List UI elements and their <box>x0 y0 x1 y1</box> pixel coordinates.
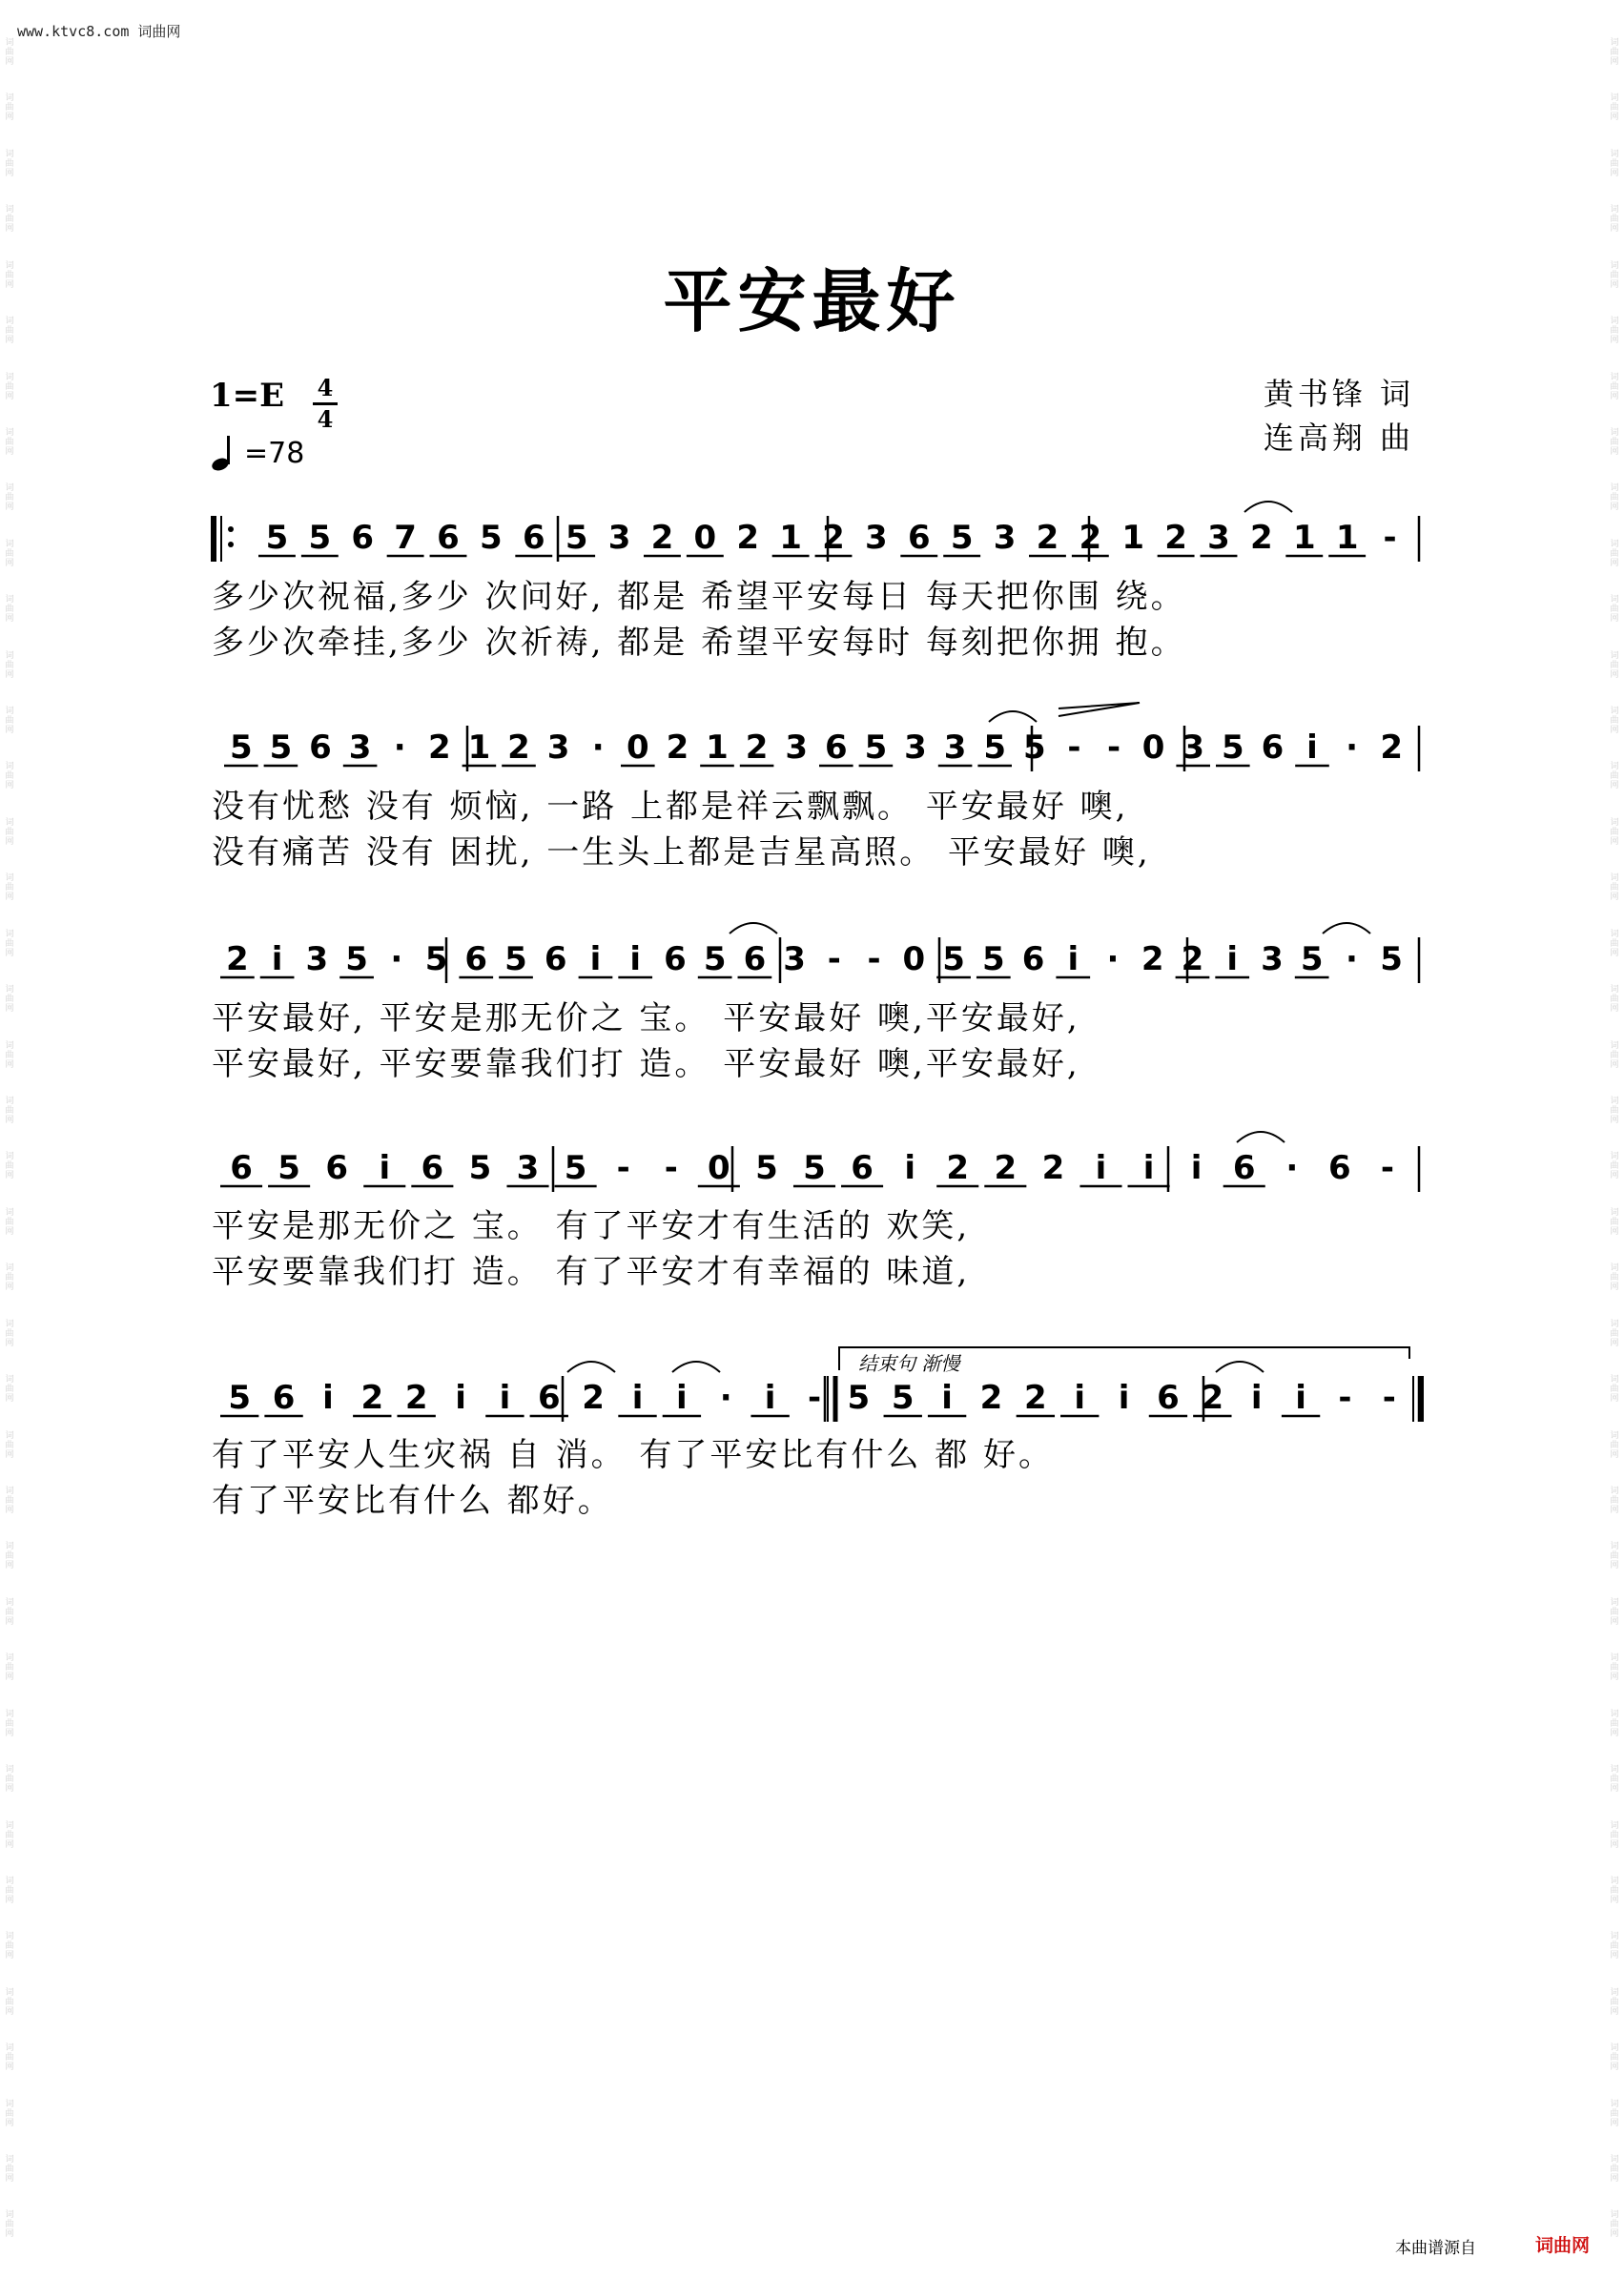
watermark-mark: 词曲网 <box>1610 1207 1619 1237</box>
jianpu-note: i <box>271 940 283 978</box>
jianpu-note: 5 <box>565 519 588 557</box>
jianpu-note: 6 <box>544 940 567 978</box>
watermark-mark: 词曲网 <box>5 260 14 290</box>
jianpu-note: 1 <box>467 729 491 767</box>
watermark-mark: 词曲网 <box>5 985 14 1015</box>
watermark-mark: 词曲网 <box>1610 1932 1619 1961</box>
jianpu-note: - <box>867 940 881 978</box>
watermark-mark: 词曲网 <box>1610 1486 1619 1515</box>
jianpu-note: 1 <box>706 729 729 767</box>
watermark-mark: 词曲网 <box>1610 1597 1619 1627</box>
jianpu-note: 2 <box>736 519 760 557</box>
watermark-mark: 词曲网 <box>1610 985 1619 1015</box>
jianpu-note: · <box>393 729 406 767</box>
jianpu-note: 3 <box>1261 940 1284 978</box>
tempo-value: =78 <box>244 436 305 470</box>
jianpu-note: - <box>827 940 841 978</box>
watermark-mark: 词曲网 <box>5 1932 14 1961</box>
watermark-mark: 词曲网 <box>1610 1319 1619 1348</box>
jianpu-note: i <box>629 940 642 978</box>
song-title: 平安最好 <box>663 260 961 341</box>
watermark-mark: 词曲网 <box>5 2043 14 2073</box>
jianpu-note: 2 <box>1380 729 1404 767</box>
watermark-mark: 词曲网 <box>1610 1542 1619 1571</box>
jianpu-note: 5 <box>1022 729 1046 767</box>
footer-source-label: 本曲谱源自 <box>1395 2239 1476 2258</box>
watermark-mark: 词曲网 <box>1610 1097 1619 1126</box>
watermark-mark: 词曲网 <box>5 2210 14 2240</box>
jianpu-note: 6 <box>1021 940 1045 978</box>
jianpu-note: 6 <box>351 519 375 557</box>
jianpu-note: 3 <box>993 519 1017 557</box>
watermark-mark: 词曲网 <box>5 1653 14 1683</box>
jianpu-note: 3 <box>305 940 329 978</box>
jianpu-note: 6 <box>1261 729 1285 767</box>
jianpu-note: 6 <box>464 940 488 978</box>
jianpu-note: 6 <box>522 519 545 557</box>
watermark-mark: 词曲网 <box>1610 2210 1619 2240</box>
slur-arc <box>567 1362 615 1372</box>
slur-arc <box>1237 1132 1285 1142</box>
lyric-line-2-verse-2: 没有痛苦 没有 困扰, 一生头上都是吉星高照。 平安最好 噢, <box>212 833 1151 872</box>
jianpu-note: 5 <box>755 1149 778 1187</box>
jianpu-note: 6 <box>1328 1149 1351 1187</box>
jianpu-note: 5 <box>278 1149 300 1187</box>
jianpu-note: 0 <box>626 729 649 767</box>
jianpu-note: 0 <box>902 940 926 978</box>
jianpu-note: 2 <box>1036 519 1059 557</box>
jianpu-note: 2 <box>1141 940 1164 978</box>
jianpu-note: 2 <box>226 940 249 978</box>
watermark-mark: 词曲网 <box>1610 873 1619 903</box>
jianpu-note: 5 <box>308 519 332 557</box>
watermark-mark: 词曲网 <box>1610 2043 1619 2073</box>
watermark-mark: 词曲网 <box>1610 1152 1619 1181</box>
jianpu-note: 6 <box>907 519 931 557</box>
jianpu-note: 5 <box>803 1149 826 1187</box>
jianpu-note: 2 <box>666 729 689 767</box>
watermark-mark: 词曲网 <box>5 539 14 568</box>
lyric-line-1-verse-2: 多少次牵挂,多少 次祈祷, 都是 希望平安每时 每刻把你拥 抱。 <box>212 624 1186 662</box>
jianpu-note: 2 <box>427 729 451 767</box>
lyric-line-5-verse-1: 有了平安人生灾祸 自 消。 有了平安比有什么 都 好。 <box>212 1436 1055 1474</box>
jianpu-note: 5 <box>480 519 503 557</box>
time-signature-bottom: 4 <box>317 405 334 433</box>
jianpu-note: i <box>455 1379 466 1417</box>
watermark-mark: 词曲网 <box>5 707 14 736</box>
watermark-mark: 词曲网 <box>1610 1765 1619 1795</box>
jianpu-note: · <box>1345 940 1358 978</box>
jianpu-note: - <box>1382 1379 1396 1417</box>
watermark-mark: 词曲网 <box>5 483 14 513</box>
jianpu-note: i <box>1142 1149 1155 1187</box>
jianpu-note: 5 <box>265 519 289 557</box>
jianpu-note: · <box>1106 940 1120 978</box>
watermark-mark: 词曲网 <box>5 595 14 625</box>
watermark-mark: 词曲网 <box>1610 317 1619 346</box>
jianpu-note: 5 <box>269 729 293 767</box>
jianpu-note: 5 <box>424 940 448 978</box>
jianpu-note: 2 <box>1164 519 1187 557</box>
jianpu-note: · <box>1285 1149 1299 1187</box>
watermark-mark: 词曲网 <box>1610 2155 1619 2185</box>
lyric-line-4-verse-1: 平安是那无价之 宝。 有了平安才有生活的 欢笑, <box>212 1207 971 1245</box>
watermark-mark: 词曲网 <box>1610 707 1619 736</box>
jianpu-note: 6 <box>1232 1149 1256 1187</box>
jianpu-note: 5 <box>228 1379 252 1417</box>
jianpu-note: 3 <box>607 519 631 557</box>
jianpu-note: 6 <box>664 940 687 978</box>
jianpu-note: 7 <box>394 519 417 557</box>
jianpu-note: 5 <box>864 729 888 767</box>
watermark-mark: 词曲网 <box>5 1430 14 1460</box>
jianpu-note: 6 <box>272 1379 296 1417</box>
watermark-mark: 词曲网 <box>5 1486 14 1515</box>
watermark-mark: 词曲网 <box>1610 929 1619 958</box>
jianpu-note: 0 <box>1141 729 1165 767</box>
watermark-mark: 词曲网 <box>5 1152 14 1181</box>
jianpu-note: i <box>379 1149 391 1187</box>
watermark-mark: 词曲网 <box>1610 1375 1619 1405</box>
watermark-mark: 词曲网 <box>5 1207 14 1237</box>
jianpu-note: i <box>676 1379 688 1417</box>
watermark-mark: 词曲网 <box>1610 539 1619 568</box>
jianpu-note: 5 <box>1221 729 1244 767</box>
watermark-mark: 词曲网 <box>5 1263 14 1293</box>
slur-arc <box>989 711 1037 722</box>
watermark-mark: 词曲网 <box>1610 762 1619 791</box>
watermark-mark: 词曲网 <box>5 149 14 178</box>
watermark-mark: 词曲网 <box>5 762 14 791</box>
jianpu-note: 2 <box>979 1379 1003 1417</box>
jianpu-note: i <box>499 1379 511 1417</box>
jianpu-note: 2 <box>1079 519 1102 557</box>
jianpu-note: 5 <box>504 940 527 978</box>
watermark-mark: 词曲网 <box>1610 427 1619 457</box>
watermark-mark: 词曲网 <box>1610 38 1619 67</box>
slur-arc <box>672 1362 720 1372</box>
footer-logo: 词曲网 <box>1535 2235 1591 2256</box>
ending-label: 结束句 渐慢 <box>858 1352 960 1375</box>
jianpu-note: i <box>631 1379 644 1417</box>
watermark-mark: 词曲网 <box>1610 1876 1619 1905</box>
jianpu-note: 3 <box>348 729 372 767</box>
jianpu-note: - <box>664 1149 678 1187</box>
jianpu-note: i <box>1190 1149 1203 1187</box>
jianpu-note: 2 <box>745 729 769 767</box>
watermark-mark: 词曲网 <box>5 817 14 847</box>
jianpu-note: - <box>1380 1149 1395 1187</box>
jianpu-note: 2 <box>507 729 530 767</box>
jianpu-note: 3 <box>943 729 967 767</box>
jianpu-note: - <box>1106 729 1121 767</box>
lyric-line-1-verse-1: 多少次祝福,多少 次问好, 都是 希望平安每日 每天把你围 绕。 <box>212 578 1186 616</box>
jianpu-note: 3 <box>783 940 806 978</box>
key-signature: 1=E <box>210 377 285 415</box>
site-url: www.ktvc8.com 词曲网 <box>17 23 181 40</box>
lyric-line-4-verse-2: 平安要靠我们打 造。 有了平安才有幸福的 味道, <box>212 1253 971 1291</box>
lyric-line-3-verse-1: 平安最好, 平安是那无价之 宝。 平安最好 噢,平安最好, <box>212 999 1080 1037</box>
watermark-mark: 词曲网 <box>5 1876 14 1905</box>
watermark-mark: 词曲网 <box>5 2099 14 2128</box>
repeat-dot <box>228 526 234 532</box>
watermark-mark: 词曲网 <box>1610 1709 1619 1738</box>
jianpu-note: i <box>1295 1379 1306 1417</box>
watermark-mark: 词曲网 <box>1610 650 1619 680</box>
watermark-mark: 词曲网 <box>1610 1430 1619 1460</box>
watermark-mark: 词曲网 <box>5 1765 14 1795</box>
jianpu-note: · <box>1346 729 1359 767</box>
jianpu-note: - <box>1383 519 1397 557</box>
jianpu-note: 2 <box>1024 1379 1047 1417</box>
watermark-mark: 词曲网 <box>1610 1987 1619 2017</box>
jianpu-note: i <box>1067 940 1079 978</box>
watermark-mark: 词曲网 <box>5 1542 14 1571</box>
watermark-mark: 词曲网 <box>1610 483 1619 513</box>
watermark-mark: 词曲网 <box>1610 595 1619 625</box>
jianpu-note: i <box>1306 729 1318 767</box>
jianpu-note: - <box>1338 1379 1352 1417</box>
watermark-mark: 词曲网 <box>1610 205 1619 235</box>
jianpu-note: 3 <box>865 519 888 557</box>
jianpu-note: 5 <box>1300 940 1324 978</box>
watermark-mark: 词曲网 <box>1610 1653 1619 1683</box>
slur-arc <box>1216 1362 1264 1372</box>
watermark-mark: 词曲网 <box>5 1597 14 1627</box>
jianpu-note: 2 <box>1250 519 1273 557</box>
jianpu-note: 3 <box>785 729 809 767</box>
jianpu-note: 5 <box>950 519 974 557</box>
jianpu-note: 2 <box>1181 940 1204 978</box>
jianpu-note: 5 <box>891 1379 915 1417</box>
watermark-mark: 词曲网 <box>5 929 14 958</box>
watermark-mark: 词曲网 <box>5 38 14 67</box>
composer: 连高翔 曲 <box>1263 420 1414 456</box>
jianpu-note: 5 <box>703 940 727 978</box>
jianpu-note: 5 <box>1380 940 1403 978</box>
jianpu-note: 6 <box>1157 1379 1180 1417</box>
jianpu-note: 3 <box>546 729 570 767</box>
jianpu-note: i <box>322 1379 334 1417</box>
jianpu-note: i <box>1118 1379 1130 1417</box>
watermark-mark: 词曲网 <box>5 1319 14 1348</box>
watermark-mark: 词曲网 <box>5 873 14 903</box>
jianpu-note: 3 <box>1207 519 1230 557</box>
lyric-line-3-verse-2: 平安最好, 平安要靠我们打 造。 平安最好 噢,平安最好, <box>212 1045 1080 1083</box>
watermark-mark: 词曲网 <box>1610 93 1619 123</box>
jianpu-note: 2 <box>946 1149 970 1187</box>
watermark-mark: 词曲网 <box>1610 1263 1619 1293</box>
watermark-mark: 词曲网 <box>5 650 14 680</box>
jianpu-note: 2 <box>360 1379 384 1417</box>
jianpu-note: 5 <box>345 940 368 978</box>
watermark-mark: 词曲网 <box>5 205 14 235</box>
jianpu-note: · <box>719 1379 732 1417</box>
slur-arc <box>1244 502 1292 512</box>
jianpu-note: 5 <box>981 940 1005 978</box>
jianpu-note: 6 <box>325 1149 349 1187</box>
jianpu-note: 1 <box>779 519 802 557</box>
jianpu-note: 1 <box>1335 519 1359 557</box>
jianpu-note: 6 <box>437 519 460 557</box>
jianpu-note: i <box>589 940 602 978</box>
jianpu-note: - <box>807 1379 822 1417</box>
jianpu-note: 5 <box>847 1379 871 1417</box>
jianpu-note: 1 <box>1121 519 1145 557</box>
crescendo-hairpin <box>1059 703 1140 716</box>
watermark-mark: 词曲网 <box>1610 149 1619 178</box>
jianpu-note: 5 <box>229 729 253 767</box>
jianpu-note: 5 <box>983 729 1007 767</box>
watermark-mark: 词曲网 <box>5 1097 14 1126</box>
jianpu-note: i <box>764 1379 776 1417</box>
jianpu-note: - <box>1067 729 1081 767</box>
watermark-mark: 词曲网 <box>5 1987 14 2017</box>
jianpu-note: 2 <box>582 1379 605 1417</box>
jianpu-note: 0 <box>693 519 717 557</box>
watermark-mark: 词曲网 <box>1610 817 1619 847</box>
jianpu-note: 5 <box>468 1149 492 1187</box>
repeat-dot <box>228 542 234 547</box>
jianpu-note: 2 <box>994 1149 1018 1187</box>
lyric-line-2-verse-1: 没有忧愁 没有 烦恼, 一路 上都是祥云飘飘。 平安最好 噢, <box>212 788 1129 826</box>
watermark-mark: 词曲网 <box>5 1375 14 1405</box>
jianpu-note: i <box>1226 940 1239 978</box>
watermark-mark: 词曲网 <box>5 93 14 123</box>
watermark-mark: 词曲网 <box>5 372 14 401</box>
jianpu-note: - <box>616 1149 630 1187</box>
jianpu-note: 6 <box>824 729 848 767</box>
jianpu-note: 6 <box>743 940 767 978</box>
jianpu-note: 2 <box>404 1379 428 1417</box>
jianpu-note: i <box>1074 1379 1086 1417</box>
watermark-mark: 词曲网 <box>1610 372 1619 401</box>
jianpu-note: 3 <box>516 1149 540 1187</box>
jianpu-note: 6 <box>230 1149 253 1187</box>
jianpu-note: 6 <box>309 729 332 767</box>
jianpu-note: 5 <box>564 1149 587 1187</box>
jianpu-note: 5 <box>942 940 965 978</box>
time-signature-top: 4 <box>317 374 334 401</box>
slur-arc <box>1323 923 1370 934</box>
jianpu-note: 6 <box>537 1379 561 1417</box>
watermark-mark: 词曲网 <box>1610 260 1619 290</box>
watermark-mark: 词曲网 <box>5 1820 14 1850</box>
jianpu-note: i <box>1250 1379 1263 1417</box>
jianpu-note: 6 <box>421 1149 444 1187</box>
watermark-mark: 词曲网 <box>1610 1820 1619 1850</box>
jianpu-note: 3 <box>1182 729 1205 767</box>
jianpu-note: i <box>1095 1149 1107 1187</box>
watermark-mark: 词曲网 <box>5 1709 14 1738</box>
jianpu-note: · <box>390 940 403 978</box>
jianpu-note: 1 <box>1292 519 1316 557</box>
jianpu-note: 2 <box>1041 1149 1065 1187</box>
jianpu-note: i <box>941 1379 953 1417</box>
jianpu-note: 0 <box>708 1149 730 1187</box>
watermark-mark: 词曲网 <box>5 427 14 457</box>
slur-arc <box>730 923 777 934</box>
lyric-line-5-verse-2: 有了平安比有什么 都好。 <box>212 1482 613 1520</box>
watermark-mark: 词曲网 <box>1610 1040 1619 1070</box>
jianpu-note: 6 <box>851 1149 874 1187</box>
lyricist: 黄书锋 词 <box>1263 376 1414 412</box>
jianpu-note: 3 <box>904 729 927 767</box>
jianpu-note: 2 <box>822 519 845 557</box>
watermark-mark: 词曲网 <box>1610 2099 1619 2128</box>
jianpu-note: 2 <box>1201 1379 1224 1417</box>
jianpu-note: i <box>904 1149 915 1187</box>
jianpu-note: 2 <box>650 519 674 557</box>
watermark-mark: 词曲网 <box>5 317 14 346</box>
jianpu-note: · <box>591 729 605 767</box>
watermark-mark: 词曲网 <box>5 1040 14 1070</box>
watermark-mark: 词曲网 <box>5 2155 14 2185</box>
